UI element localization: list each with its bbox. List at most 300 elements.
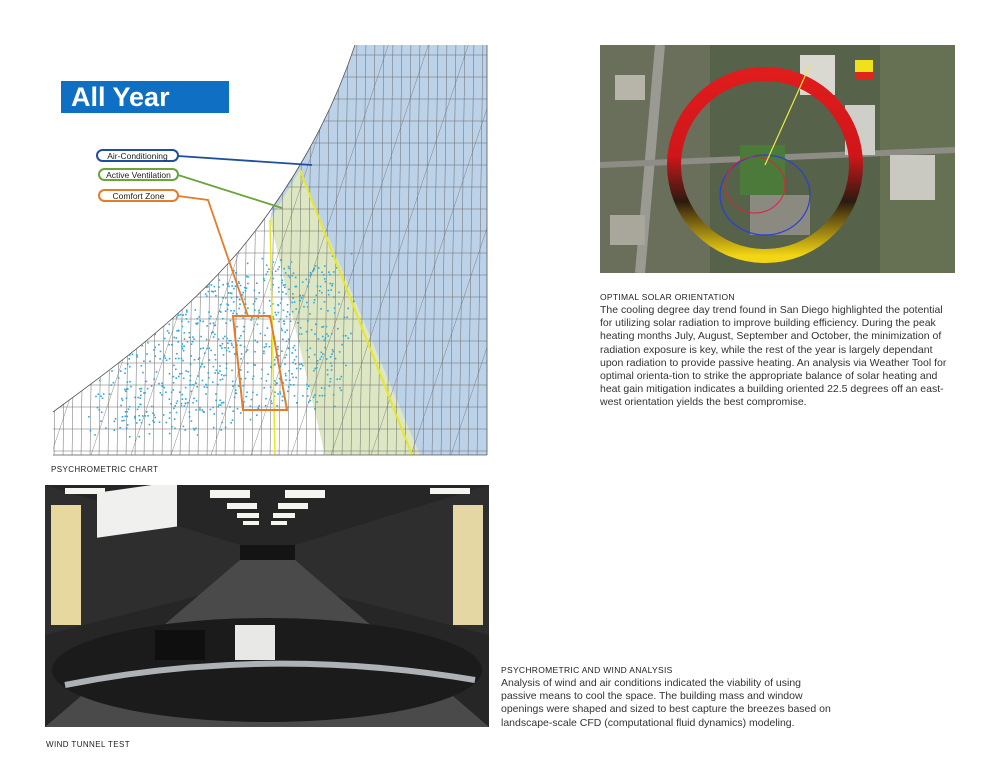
- data-point: [220, 429, 222, 431]
- data-point: [341, 344, 343, 346]
- data-point: [281, 275, 283, 277]
- data-point: [245, 290, 247, 292]
- data-point: [101, 352, 103, 354]
- data-point: [300, 368, 302, 370]
- data-point: [146, 326, 148, 328]
- data-point: [254, 364, 256, 366]
- data-point: [224, 347, 226, 349]
- data-point: [252, 378, 254, 380]
- data-point: [136, 304, 138, 306]
- data-point: [307, 286, 309, 288]
- data-point: [176, 330, 178, 332]
- data-point: [308, 401, 310, 403]
- data-point: [317, 286, 319, 288]
- data-point: [232, 313, 234, 315]
- data-point: [182, 287, 184, 289]
- data-point: [278, 321, 280, 323]
- data-point: [99, 380, 101, 382]
- data-point: [146, 333, 148, 335]
- data-point: [299, 364, 301, 366]
- data-point: [275, 384, 277, 386]
- data-point: [284, 287, 286, 289]
- data-point: [284, 284, 286, 286]
- data-point: [187, 371, 189, 373]
- data-point: [289, 277, 291, 279]
- data-point: [160, 351, 162, 353]
- data-point: [120, 320, 122, 322]
- data-point: [285, 293, 287, 295]
- data-point: [119, 323, 121, 325]
- data-point: [339, 351, 341, 353]
- data-point: [212, 331, 214, 333]
- data-point: [324, 278, 326, 280]
- data-point: [181, 403, 183, 405]
- data-point: [254, 290, 256, 292]
- data-point: [345, 335, 347, 337]
- data-point: [194, 429, 196, 431]
- data-point: [321, 352, 323, 354]
- data-point: [320, 308, 322, 310]
- data-point: [267, 271, 269, 273]
- data-point: [184, 405, 186, 407]
- data-point: [213, 291, 215, 293]
- data-point: [155, 347, 157, 349]
- data-point: [218, 372, 220, 374]
- data-point: [335, 358, 337, 360]
- data-point: [146, 322, 148, 324]
- data-point: [253, 303, 255, 305]
- data-point: [195, 309, 197, 311]
- data-point: [263, 278, 265, 280]
- data-point: [267, 374, 269, 376]
- data-point: [292, 297, 294, 299]
- data-point: [182, 360, 184, 362]
- data-point: [176, 317, 178, 319]
- data-point: [209, 318, 211, 320]
- data-point: [329, 274, 331, 276]
- data-point: [176, 403, 178, 405]
- data-point: [172, 285, 174, 287]
- data-point: [225, 297, 227, 299]
- data-point: [223, 375, 225, 377]
- data-point: [239, 299, 241, 301]
- ceiling-light: [243, 521, 259, 525]
- data-point: [217, 406, 219, 408]
- data-point: [238, 385, 240, 387]
- data-point: [216, 370, 218, 372]
- data-point: [231, 281, 233, 283]
- data-point: [279, 391, 281, 393]
- data-point: [337, 328, 339, 330]
- data-point: [145, 381, 147, 383]
- data-point: [277, 348, 279, 350]
- data-point: [227, 338, 229, 340]
- data-point: [163, 289, 165, 291]
- data-point: [280, 302, 282, 304]
- data-point: [174, 405, 176, 407]
- data-point: [353, 301, 355, 303]
- data-point: [183, 378, 185, 380]
- data-point: [261, 378, 263, 380]
- data-point: [280, 393, 282, 395]
- data-point: [307, 350, 309, 352]
- data-point: [173, 382, 175, 384]
- data-point: [139, 404, 141, 406]
- data-point: [199, 409, 201, 411]
- data-point: [230, 292, 232, 294]
- data-point: [152, 420, 154, 422]
- data-point: [174, 428, 176, 430]
- data-point: [298, 340, 300, 342]
- data-point: [164, 355, 166, 357]
- data-point: [182, 292, 184, 294]
- data-point: [164, 303, 166, 305]
- data-point: [152, 333, 154, 335]
- data-point: [118, 343, 120, 345]
- data-point: [297, 322, 299, 324]
- data-point: [240, 369, 242, 371]
- data-point: [228, 292, 230, 294]
- data-point: [263, 351, 265, 353]
- data-point: [281, 298, 283, 300]
- data-point: [115, 355, 117, 357]
- data-point: [331, 369, 333, 371]
- data-point: [330, 356, 332, 358]
- data-point: [170, 403, 172, 405]
- data-point: [127, 424, 129, 426]
- data-point: [240, 285, 242, 287]
- data-point: [125, 416, 127, 418]
- data-point: [284, 357, 286, 359]
- data-point: [171, 344, 173, 346]
- data-point: [124, 372, 126, 374]
- data-point: [169, 412, 171, 414]
- data-point: [306, 384, 308, 386]
- data-point: [136, 354, 138, 356]
- data-point: [125, 391, 127, 393]
- data-point: [197, 282, 199, 284]
- data-point: [144, 318, 146, 320]
- data-point: [338, 303, 340, 305]
- data-point: [282, 339, 284, 341]
- data-point: [180, 314, 182, 316]
- data-point: [134, 297, 136, 299]
- data-point: [141, 365, 143, 367]
- data-point: [158, 383, 160, 385]
- data-point: [321, 292, 323, 294]
- data-point: [127, 364, 129, 366]
- data-point: [240, 345, 242, 347]
- data-point: [145, 415, 147, 417]
- data-point: [210, 350, 212, 352]
- data-point: [210, 323, 212, 325]
- data-point: [116, 332, 118, 334]
- data-point: [125, 368, 127, 370]
- data-point: [186, 310, 188, 312]
- data-point: [315, 324, 317, 326]
- data-point: [330, 283, 332, 285]
- data-point: [324, 388, 326, 390]
- data-point: [203, 411, 205, 413]
- data-point: [196, 400, 198, 402]
- data-point: [246, 287, 248, 289]
- data-point: [218, 404, 220, 406]
- data-point: [239, 338, 241, 340]
- data-point: [127, 329, 129, 331]
- data-point: [244, 299, 246, 301]
- data-point: [213, 322, 215, 324]
- data-point: [262, 258, 264, 260]
- data-point: [208, 377, 210, 379]
- data-point: [117, 284, 119, 286]
- data-point: [155, 355, 157, 357]
- data-point: [162, 323, 164, 325]
- data-point: [206, 339, 208, 341]
- data-point: [215, 400, 217, 402]
- data-point: [176, 353, 178, 355]
- data-point: [117, 307, 119, 309]
- data-point: [120, 370, 122, 372]
- data-point: [207, 348, 209, 350]
- data-point: [98, 409, 100, 411]
- data-point: [245, 303, 247, 305]
- data-point: [285, 272, 287, 274]
- data-point: [118, 377, 120, 379]
- data-point: [319, 290, 321, 292]
- data-point: [294, 359, 296, 361]
- data-point: [164, 338, 166, 340]
- data-point: [232, 419, 234, 421]
- data-point: [273, 261, 275, 263]
- data-point: [281, 282, 283, 284]
- data-point: [134, 418, 136, 420]
- data-point: [327, 369, 329, 371]
- data-point: [190, 384, 192, 386]
- data-point: [136, 343, 138, 345]
- data-point: [201, 363, 203, 365]
- data-point: [334, 307, 336, 309]
- data-point: [247, 307, 249, 309]
- data-point: [254, 351, 256, 353]
- data-point: [303, 306, 305, 308]
- data-point: [121, 420, 123, 422]
- data-point: [169, 303, 171, 305]
- data-point: [189, 411, 191, 413]
- data-point: [269, 300, 271, 302]
- data-point: [132, 329, 134, 331]
- data-point: [288, 268, 290, 270]
- data-point: [326, 358, 328, 360]
- data-point: [350, 333, 352, 335]
- data-point: [146, 310, 148, 312]
- data-point: [182, 343, 184, 345]
- data-point: [139, 397, 141, 399]
- data-point: [219, 370, 221, 372]
- data-point: [314, 299, 316, 301]
- data-point: [195, 409, 197, 411]
- data-point: [231, 345, 233, 347]
- data-point: [125, 411, 127, 413]
- data-point: [326, 333, 328, 335]
- data-point: [131, 327, 133, 329]
- data-point: [110, 331, 112, 333]
- data-point: [173, 408, 175, 410]
- data-point: [332, 351, 334, 353]
- data-point: [255, 298, 257, 300]
- data-point: [187, 341, 189, 343]
- data-point: [159, 421, 161, 423]
- data-point: [266, 343, 268, 345]
- data-point: [324, 301, 326, 303]
- data-point: [284, 331, 286, 333]
- data-point: [141, 388, 143, 390]
- data-point: [310, 400, 312, 402]
- data-point: [294, 345, 296, 347]
- data-point: [351, 253, 353, 255]
- data-point: [162, 324, 164, 326]
- data-point: [112, 339, 114, 341]
- data-point: [171, 426, 173, 428]
- data-point: [192, 289, 194, 291]
- data-point: [254, 309, 256, 311]
- data-point: [149, 361, 151, 363]
- data-point: [118, 337, 120, 339]
- data-point: [134, 302, 136, 304]
- data-point: [161, 382, 163, 384]
- data-point: [309, 313, 311, 315]
- data-point: [108, 350, 110, 352]
- data-point: [118, 302, 120, 304]
- data-point: [196, 386, 198, 388]
- data-point: [173, 389, 175, 391]
- data-point: [243, 331, 245, 333]
- data-point: [191, 343, 193, 345]
- data-point: [181, 358, 183, 360]
- data-point: [169, 324, 171, 326]
- data-point: [161, 317, 163, 319]
- data-point: [130, 386, 132, 388]
- data-point: [127, 381, 129, 383]
- data-point: [234, 397, 236, 399]
- data-point: [198, 375, 200, 377]
- data-point: [277, 346, 279, 348]
- data-point: [132, 329, 134, 331]
- data-point: [132, 306, 134, 308]
- data-point: [188, 296, 190, 298]
- data-point: [292, 377, 294, 379]
- data-point: [257, 342, 259, 344]
- data-point: [168, 344, 170, 346]
- vent-leader-line: [178, 175, 282, 208]
- data-point: [115, 418, 117, 420]
- data-point: [183, 426, 185, 428]
- legend-comfort-zone: Comfort Zone: [98, 189, 179, 202]
- data-point: [226, 350, 228, 352]
- data-point: [310, 348, 312, 350]
- data-point: [278, 355, 280, 357]
- data-point: [174, 418, 176, 420]
- data-point: [314, 408, 316, 410]
- data-point: [230, 422, 232, 424]
- data-point: [285, 375, 287, 377]
- data-point: [166, 422, 168, 424]
- data-point: [279, 378, 281, 380]
- data-point: [287, 347, 289, 349]
- data-point: [210, 265, 212, 267]
- data-point: [283, 310, 285, 312]
- data-point: [221, 374, 223, 376]
- data-point: [270, 400, 272, 402]
- data-point: [104, 302, 106, 304]
- data-point: [323, 274, 325, 276]
- data-point: [254, 301, 256, 303]
- data-point: [264, 335, 266, 337]
- data-point: [229, 406, 231, 408]
- data-point: [136, 313, 138, 315]
- data-point: [143, 360, 145, 362]
- data-point: [294, 395, 296, 397]
- data-point: [274, 364, 276, 366]
- data-point: [182, 314, 184, 316]
- data-point: [328, 294, 330, 296]
- data-point: [195, 323, 197, 325]
- data-point: [250, 419, 252, 421]
- data-point: [100, 395, 102, 397]
- data-point: [241, 353, 243, 355]
- data-point: [283, 320, 285, 322]
- data-point: [328, 290, 330, 292]
- data-point: [126, 427, 128, 429]
- data-point: [129, 381, 131, 383]
- data-point: [197, 318, 199, 320]
- data-point: [103, 393, 105, 395]
- data-point: [227, 309, 229, 311]
- data-point: [329, 385, 331, 387]
- data-point: [223, 402, 225, 404]
- data-point: [152, 412, 154, 414]
- data-point: [331, 285, 333, 287]
- data-point: [139, 436, 141, 438]
- data-point: [100, 368, 102, 370]
- data-point: [326, 326, 328, 328]
- data-point: [176, 309, 178, 311]
- data-point: [278, 291, 280, 293]
- data-point: [288, 289, 290, 291]
- data-point: [302, 281, 304, 283]
- chart-title: All Year: [61, 81, 229, 113]
- data-point: [210, 409, 212, 411]
- data-point: [295, 308, 297, 310]
- data-point: [222, 297, 224, 299]
- data-point: [306, 279, 308, 281]
- data-point: [247, 371, 249, 373]
- data-point: [125, 295, 127, 297]
- data-point: [214, 286, 216, 288]
- data-point: [283, 268, 285, 270]
- data-point: [275, 312, 277, 314]
- data-point: [225, 375, 227, 377]
- data-point: [97, 352, 99, 354]
- data-point: [264, 347, 266, 349]
- data-point: [189, 380, 191, 382]
- data-point: [149, 424, 151, 426]
- data-point: [199, 357, 201, 359]
- data-point: [162, 385, 164, 387]
- data-point: [243, 326, 245, 328]
- data-point: [247, 363, 249, 365]
- data-point: [324, 339, 326, 341]
- data-point: [228, 347, 230, 349]
